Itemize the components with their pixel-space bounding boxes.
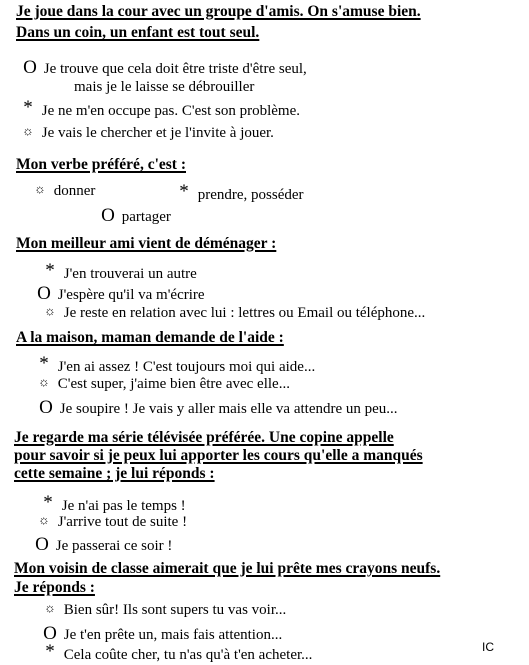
q5-option-2-text: J'arrive tout de suite !: [57, 514, 188, 530]
q1-option-2-text: Je ne m'en occupe pas. C'est son problème.: [41, 103, 301, 119]
star-symbol-icon: *: [45, 641, 55, 662]
q6-option-2-text: Je t'en prête un, mais fais attention...: [63, 627, 283, 643]
circle-symbol-icon: O: [101, 205, 115, 226]
sun-symbol-icon: ☼: [38, 374, 50, 389]
q4-option-3-text: Je soupire ! Je vais y aller mais elle va attendre un peu...: [59, 401, 398, 417]
q5-option-2: [34, 512, 188, 530]
q4-option-2-text: C'est super, j'aime bien être avec elle...: [57, 376, 290, 392]
q4-option-1: [34, 353, 316, 375]
q6-option-3-text: Cela coûte cher, tu n'as qu'à t'en acheter...: [63, 647, 313, 663]
q5-question-line-3: cette semaine ; je lui réponds :: [14, 465, 215, 482]
q6-question-line-2: Je réponds :: [14, 579, 95, 596]
q3-option-1-text: J'en trouverai un autre: [63, 266, 197, 282]
star-symbol-icon: *: [23, 97, 33, 118]
q5-question-line-2: pour savoir si je peux lui apporter les cours qu'elle a manqués: [14, 447, 423, 464]
q2-option-2: [174, 181, 304, 203]
sun-symbol-icon: ☼: [22, 123, 34, 138]
q1-option-1: [20, 58, 307, 77]
q1-option-3: [18, 123, 274, 141]
q3-option-1: [40, 260, 197, 282]
author-initials: IC: [482, 640, 494, 654]
q5-option-1-text: Je n'ai pas le temps !: [61, 498, 186, 514]
q5-question-line-1: Je regarde ma série télévisée préférée. Une copine appelle: [14, 429, 394, 446]
circle-symbol-icon: O: [43, 623, 57, 644]
sun-symbol-icon: ☼: [44, 303, 56, 318]
q3-option-3: [40, 303, 426, 321]
q6-option-3: [40, 641, 313, 663]
q2-option-3-text: partager: [121, 209, 171, 225]
q2-option-3: [98, 206, 171, 225]
q6-question-line-1: Mon voisin de classe aimerait que je lui prête mes crayons neufs.: [14, 560, 441, 577]
q5-option-1: [38, 492, 186, 514]
star-symbol-icon: *: [45, 260, 55, 281]
star-symbol-icon: *: [39, 353, 49, 374]
circle-symbol-icon: O: [35, 534, 49, 555]
q1-option-2: [18, 97, 301, 119]
q2-question: Mon verbe préféré, c'est :: [16, 156, 186, 173]
q6-option-1-text: Bien sûr! Ils sont supers tu vas voir...: [63, 602, 287, 618]
q6-option-2: [40, 624, 282, 643]
q5-option-3: [32, 535, 172, 554]
sun-symbol-icon: ☼: [38, 512, 50, 527]
circle-symbol-icon: O: [23, 57, 37, 78]
q4-option-2: [34, 374, 290, 392]
q3-option-2-text: J'espère qu'il va m'écrire: [57, 287, 205, 303]
q2-option-1: [30, 181, 96, 199]
q1-option-3-text: Je vais le chercher et je l'invite à jouer.: [41, 125, 274, 141]
q6-option-1: [40, 600, 287, 618]
intro-line-2: Dans un coin, un enfant est tout seul.: [16, 24, 260, 41]
q2-option-2-text: prendre, posséder: [197, 187, 304, 203]
circle-symbol-icon: O: [39, 397, 53, 418]
intro-line-1: Je joue dans la cour avec un groupe d'amis. On s'amuse bien.: [16, 3, 421, 20]
star-symbol-icon: *: [43, 492, 53, 513]
star-symbol-icon: *: [179, 181, 189, 202]
q4-option-1-text: J'en ai assez ! C'est toujours moi qui aide...: [57, 359, 316, 375]
sun-symbol-icon: ☼: [44, 600, 56, 615]
q4-question: A la maison, maman demande de l'aide :: [16, 329, 284, 346]
q3-option-3-text: Je reste en relation avec lui : lettres ou Email ou téléphone...: [63, 305, 426, 321]
q1-option-1-line-2: mais je le laisse se débrouiller: [74, 79, 255, 95]
q5-option-3-text: Je passerai ce soir !: [55, 538, 173, 554]
q1-option-1-line-1: Je trouve que cela doit être triste d'être seul,: [43, 61, 307, 77]
q3-question: Mon meilleur ami vient de déménager :: [16, 235, 277, 252]
sun-symbol-icon: ☼: [34, 181, 46, 196]
q3-option-2: [34, 284, 205, 303]
circle-symbol-icon: O: [37, 283, 51, 304]
q4-option-3: [36, 398, 398, 417]
q2-option-1-text: donner: [53, 183, 96, 199]
